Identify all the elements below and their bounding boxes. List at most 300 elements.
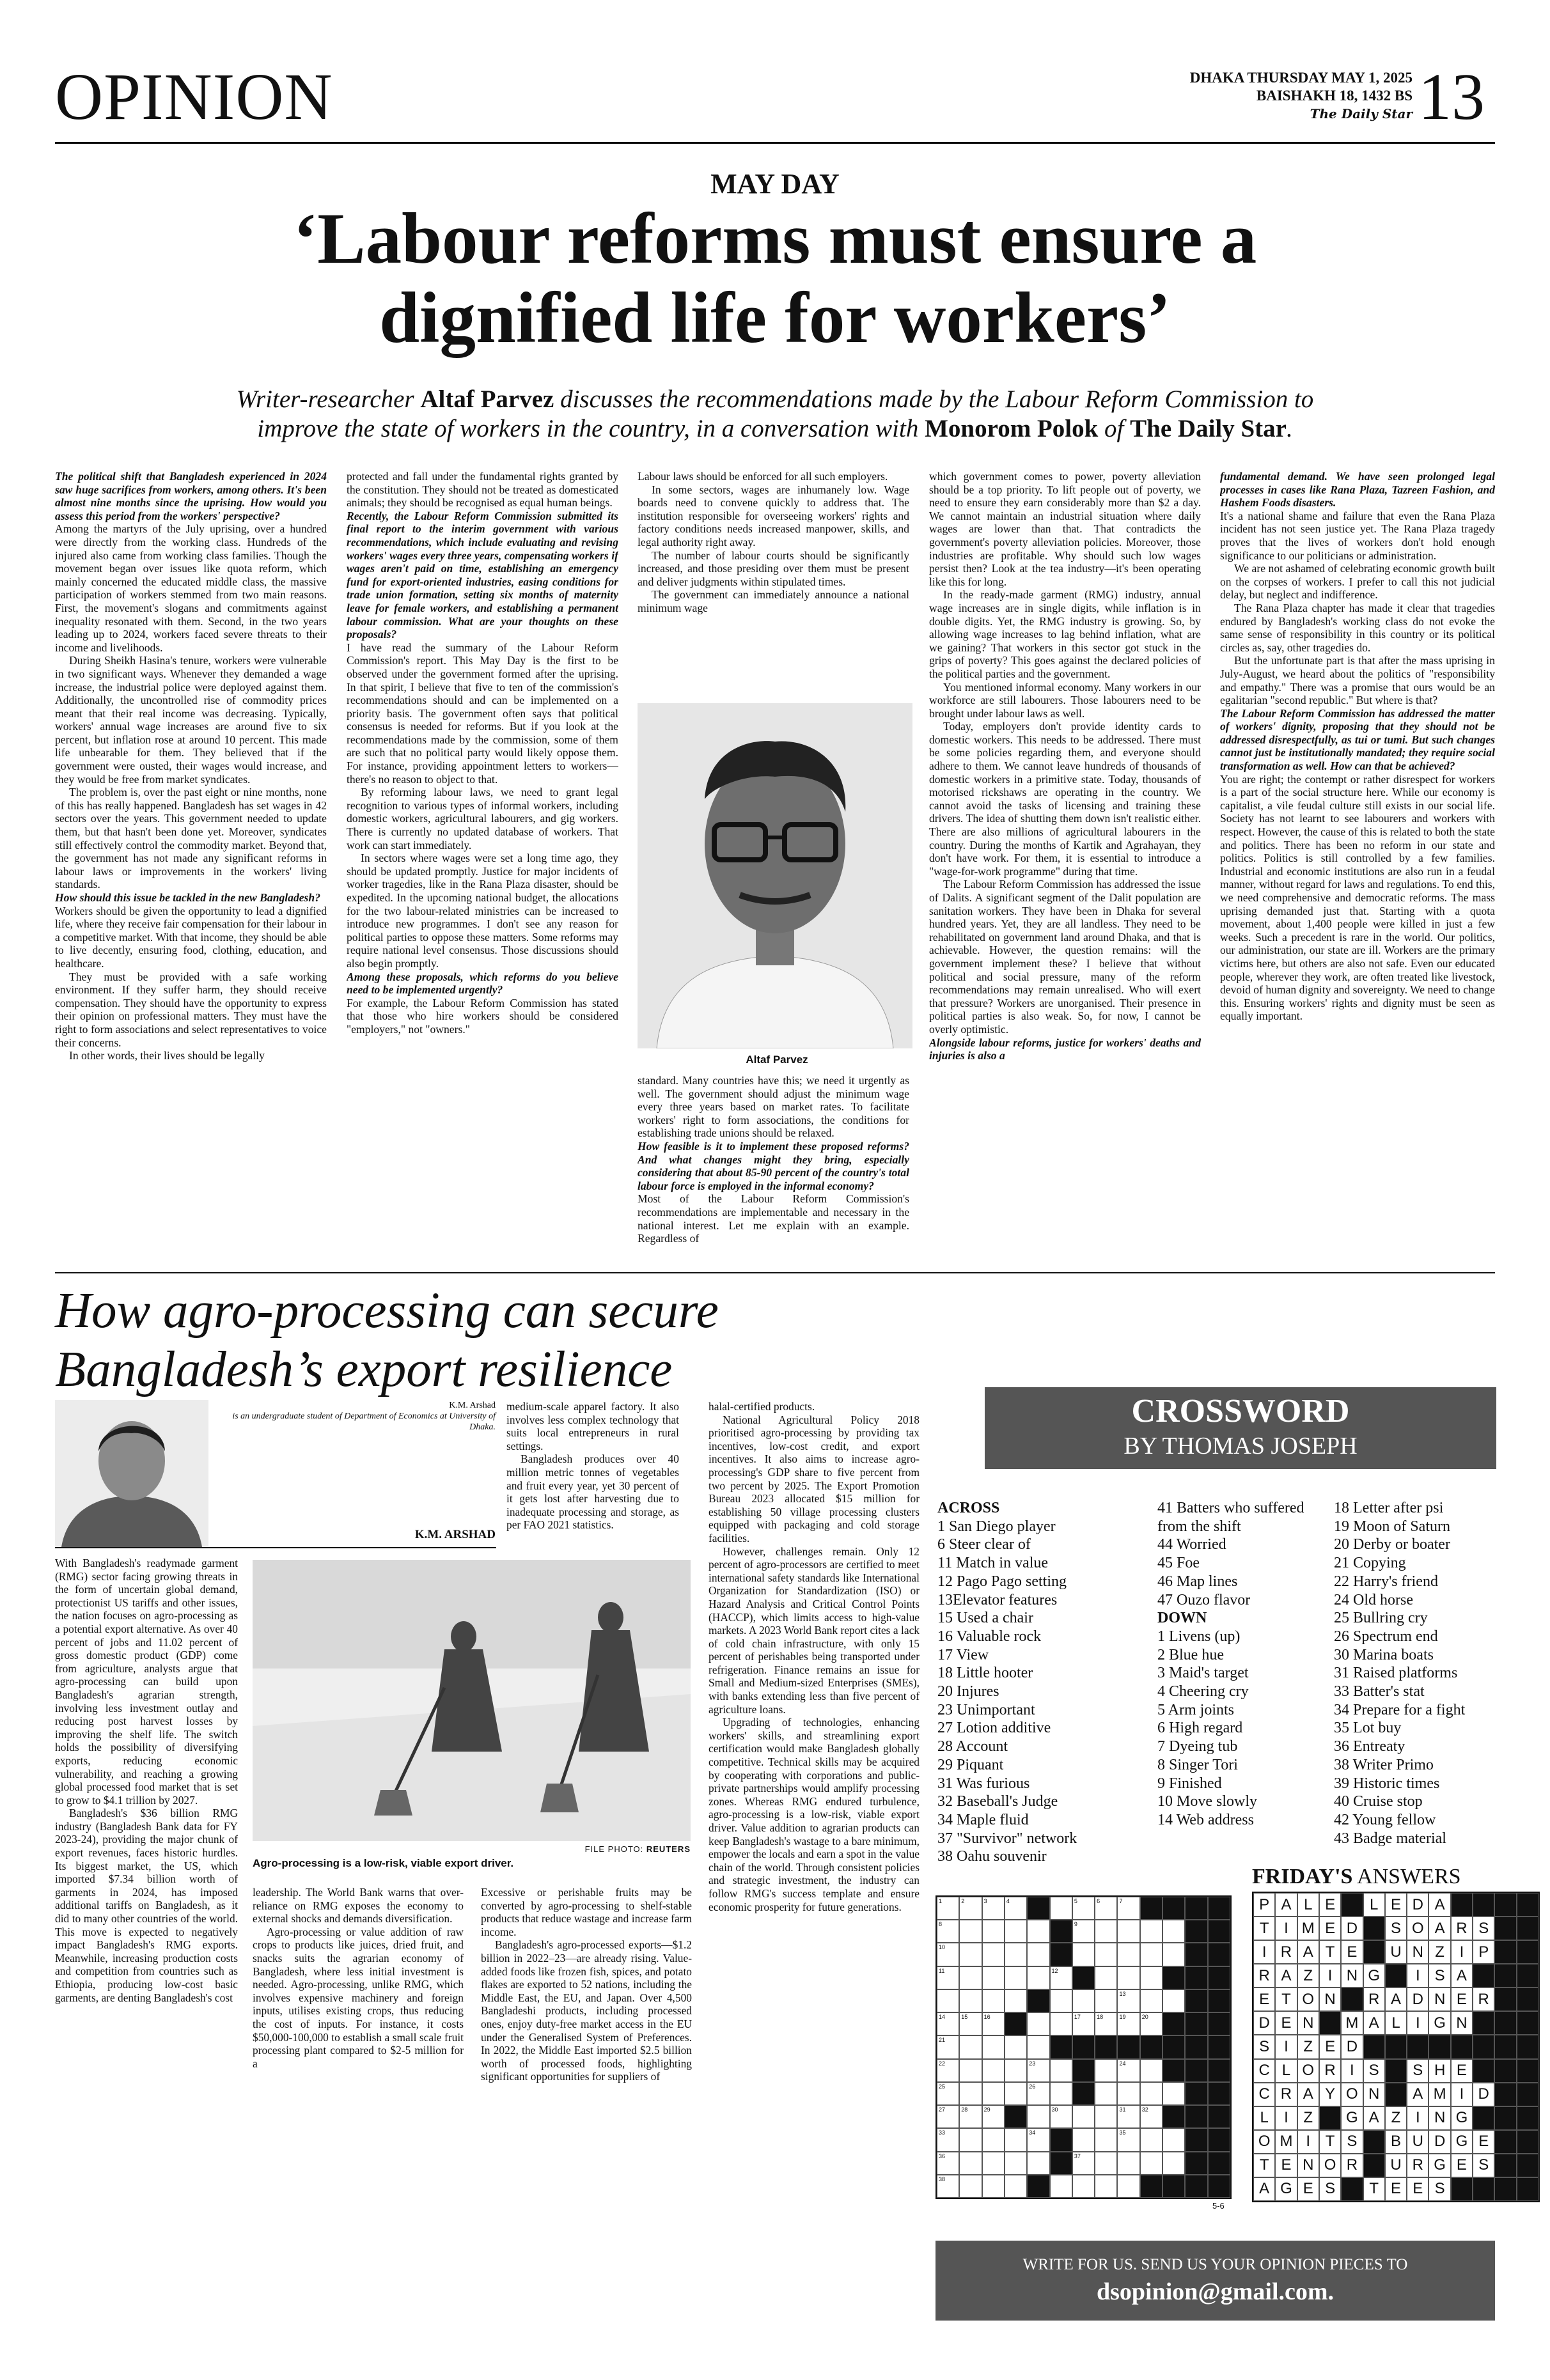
grid-cell xyxy=(1208,2152,1230,2175)
answer-cell: N xyxy=(1363,2083,1385,2106)
body-paragraph: Labour laws should be enforced for all such employers. xyxy=(638,470,888,483)
grid-cell[interactable] xyxy=(1027,1920,1049,1943)
answer-cell: E xyxy=(1275,2011,1297,2035)
portrait-illustration xyxy=(638,703,912,1048)
grid-cell[interactable] xyxy=(1095,2152,1117,2175)
grid-number: 6 xyxy=(1097,1898,1100,1904)
grid-cell xyxy=(1117,2035,1139,2058)
grid-cell[interactable] xyxy=(1117,1943,1139,1966)
grid-cell[interactable] xyxy=(1005,1920,1027,1943)
grid-cell xyxy=(1027,2175,1049,2198)
grid-cell xyxy=(1185,2175,1207,2198)
grid-number: 34 xyxy=(1029,2129,1036,2136)
body-paragraph: In the ready-made garment (RMG) industry, annual wage increases are in single digits, while inflation is in double digits. Yet, the RMG industry is growing. So, by allowing wage increases to lag behind inflation, what are we gaining? That workers in this sector got stuck in the grips of poverty? This goes against the declared policies of the political parties and the government. xyxy=(929,588,1201,680)
answers-title-bold: FRIDAY'S xyxy=(1252,1865,1353,1888)
grid-number: 3 xyxy=(983,1898,987,1904)
grid-cell[interactable] xyxy=(959,2012,982,2035)
answer-cell: P xyxy=(1253,1893,1275,1917)
grid-cell[interactable] xyxy=(1072,2128,1095,2151)
grid-cell[interactable] xyxy=(1140,1966,1162,1989)
grid-number: 23 xyxy=(1029,2060,1036,2067)
answer-cell: G xyxy=(1451,2106,1473,2130)
crossword-clue: 15 Used a chair xyxy=(937,1610,1033,1627)
crossword-clue: 16 Valuable rock xyxy=(937,1628,1042,1645)
author-bio: is an undergraduate student of Department of Economics at University of Dhaka. xyxy=(232,1412,496,1432)
grid-cell xyxy=(1005,2105,1027,2128)
answer-cell xyxy=(1451,2177,1473,2201)
grid-cell[interactable] xyxy=(982,2059,1005,2082)
answer-cell xyxy=(1517,1964,1538,1987)
answer-cell: S xyxy=(1253,2035,1275,2058)
answer-cell: T xyxy=(1319,1940,1341,1964)
grid-cell[interactable] xyxy=(1050,2105,1072,2128)
answer-cell xyxy=(1451,1893,1473,1917)
answer-cell: D xyxy=(1429,2130,1450,2154)
grid-cell[interactable] xyxy=(982,1943,1005,1966)
grid-cell[interactable] xyxy=(1027,2152,1049,2175)
grid-number: 4 xyxy=(1006,1898,1010,1904)
bangla-date: BAISHAKH 18, 1432 BS xyxy=(1256,88,1413,104)
body-paragraph: Bangladesh produces over 40 million metric tonnes of vegetables and fruit every year, yet 30 percent of it gets lost after harvesting due to inadequate processing and storage, as per FAO 2021 statistics. xyxy=(506,1452,679,1532)
grid-cell[interactable] xyxy=(959,2059,982,2082)
opinion-email[interactable]: dsopinion@gmail.com. xyxy=(1096,2278,1335,2305)
grid-cell[interactable] xyxy=(1095,2175,1117,2198)
body-paragraph: medium-scale apparel factory. It also involves less complex technology that suits local entrepreneurs in rural settings. xyxy=(506,1400,679,1452)
answer-cell: I xyxy=(1319,1964,1341,1987)
grid-cell[interactable] xyxy=(959,2082,982,2105)
grid-cell[interactable] xyxy=(1140,1943,1162,1966)
grid-cell[interactable] xyxy=(982,2175,1005,2198)
grid-number: 25 xyxy=(939,2083,946,2090)
question-paragraph: Alongside labour reforms, justice for workers' deaths and injuries is also a xyxy=(929,1036,1201,1062)
answers-title-rest: ANSWERS xyxy=(1352,1865,1461,1888)
agro-col-d xyxy=(708,1400,920,2321)
grid-cell[interactable] xyxy=(959,1966,982,1989)
answer-cell: E xyxy=(1407,2177,1429,2201)
standfirst-line2: improve the state of workers in the country, in a conversation with xyxy=(257,415,925,442)
grid-cell xyxy=(1208,1897,1230,1920)
grid-cell xyxy=(1140,1897,1162,1920)
grid-cell[interactable] xyxy=(937,1966,959,1989)
body-paragraph: With Bangladesh's readymade garment (RMG) sector facing growing threats in the form of uncertain global demand, protectionist US tariffs and other issues, the nation focuses on agro-processing as a potential export alternative. As over 40 percent of jobs and 11.02 percent of gross domestic product (GDP) come from agriculture, analysts argue that agro-processing can build upon Bangladesh's agrarian strength, involving less investment outlay and reducing post harvest losses by improving the shelf life. The switch holds the possibility of diversifying exports, reducing economic vulnerability, and reaching a growing global processed food market that is set to grow to $4.1 trillion by 2027. xyxy=(55,1557,238,1807)
across-clues xyxy=(937,1499,1136,1866)
grid-cell[interactable] xyxy=(1095,2105,1117,2128)
crossword-clue: 28 Account xyxy=(937,1738,1008,1755)
body-paragraph: National Agricultural Policy 2018 prioritised agro-processing by providing tax incentives, low-cost credit, and export incentives. It also aims to increase agro-processing's GDP share to five percent from two percent by 2025. The Export Promotion Bureau 2023 allocated $15 million for establishing 50 village processing clusters equipped with packaging and cold storage facilities. xyxy=(708,1413,920,1544)
grid-cell[interactable] xyxy=(1005,2082,1027,2105)
answer-cell xyxy=(1473,1964,1494,1987)
grid-cell[interactable] xyxy=(1117,2082,1139,2105)
crossword-clue: 2 Blue hue xyxy=(1157,1646,1224,1663)
grid-cell[interactable] xyxy=(982,2082,1005,2105)
grid-cell[interactable] xyxy=(1162,2152,1185,2175)
grid-number: 10 xyxy=(939,1944,946,1951)
grid-number: 35 xyxy=(1119,2129,1126,2136)
answer-cell: G xyxy=(1429,2154,1450,2177)
grid-cell[interactable] xyxy=(1095,1920,1117,1943)
crossword-byline: BY THOMAS JOSEPH xyxy=(1123,1433,1358,1459)
grid-number: 11 xyxy=(939,1967,945,1974)
grid-cell[interactable] xyxy=(1072,1989,1095,2012)
grid-cell[interactable] xyxy=(982,2152,1005,2175)
body-paragraph: However, challenges remain. Only 12 percent of agro-processors are certified to meet international safety standards like International Organization for Standardization (ISO) or Hazard Analysis and Critical Control Points (HACCP), which limits access to high-value markets. A 2023 World Bank report cites a lack of cold chain infrastructure, with only 15 percent of perishables being transported under refrigeration. Finance remains an issue for Small and Medium-sized Enterprises (SMEs), with banks extending less than five percent of agriculture loans. xyxy=(708,1544,920,1716)
crossword-clue: 4 Cheering cry xyxy=(1157,1683,1249,1700)
grid-cell[interactable] xyxy=(1072,1897,1095,1920)
answer-cell xyxy=(1517,2154,1538,2177)
answer-cell: E xyxy=(1451,2154,1473,2177)
answer-cell: U xyxy=(1385,1940,1407,1964)
grid-cell[interactable] xyxy=(1140,1989,1162,2012)
crossword-clue: 38 Oahu souvenir xyxy=(937,1848,1047,1865)
grid-cell[interactable] xyxy=(959,2128,982,2151)
grid-cell[interactable] xyxy=(982,1897,1005,1920)
answer-cell xyxy=(1494,2106,1516,2130)
grid-cell[interactable] xyxy=(1140,2012,1162,2035)
grid-cell[interactable] xyxy=(937,1920,959,1943)
crossword-clue: 29 Piquant xyxy=(937,1756,1004,1773)
grid-cell[interactable] xyxy=(982,2035,1005,2058)
answer-cell: N xyxy=(1407,1940,1429,1964)
grid-cell[interactable] xyxy=(937,2012,959,2035)
grid-cell[interactable] xyxy=(1162,1943,1185,1966)
crossword-clue: 13Elevator features xyxy=(937,1591,1058,1608)
grid-cell xyxy=(1185,1920,1207,1943)
body-paragraph: leadership. The World Bank warns that over-reliance on RMG exposes the economy to external shocks and demands diversification. xyxy=(253,1886,464,1925)
crossword-clue: 12 Pago Pago setting xyxy=(937,1573,1067,1590)
grid-cell xyxy=(1208,2128,1230,2151)
grid-cell[interactable] xyxy=(1072,1920,1095,1943)
grid-cell xyxy=(1162,2012,1185,2035)
crossword-clue: 1 Livens (up) xyxy=(1157,1628,1241,1645)
grid-cell xyxy=(1185,1943,1207,1966)
grid-cell[interactable] xyxy=(1140,2082,1162,2105)
mid-rule xyxy=(55,1272,1495,1273)
grid-number: 12 xyxy=(1051,1967,1058,1974)
grid-cell[interactable] xyxy=(959,2175,982,2198)
grid-cell[interactable] xyxy=(1005,2128,1027,2151)
answer-cell xyxy=(1494,1917,1516,1940)
grid-cell xyxy=(1185,2105,1207,2128)
grid-number: 28 xyxy=(961,2106,968,2113)
answer-cell xyxy=(1473,2177,1494,2201)
crossword-clue: 10 Move slowly xyxy=(1157,1793,1257,1810)
question-paragraph: How feasible is it to implement these proposed reforms? And what changes might they bring, especially considering that about 85-90 percent of the country's total labour force is employed in the informal economy? xyxy=(638,1139,909,1192)
body-paragraph: Bangladesh's $36 billion RMG industry (Bangladesh Bank data for FY 2023-24), providing the major chunk of export revenues, faces historic hurdles. Its biggest market, the US, which imported $7.34 billion worth of garments in 2024, has imposed additional tariffs on Bangladesh, as it did to many other countries of the world. This move is expected to negatively impact Bangladesh's RMG exports. Meanwhile, increasing production costs and competition from countries such as Ethiopia, producing low-cost basic garments, are denting Bangladesh's cost xyxy=(55,1807,238,2004)
grid-cell[interactable] xyxy=(937,1897,959,1920)
grid-number: 2 xyxy=(961,1898,965,1904)
grid-cell[interactable] xyxy=(1005,1897,1027,1920)
body-paragraph: You mentioned informal economy. Many workers in our workforce are still labourers. Those labourers need to be brought under labour laws as well. xyxy=(929,680,1201,720)
grid-cell[interactable] xyxy=(1095,1897,1117,1920)
standfirst-name: Altaf Parvez xyxy=(420,385,554,413)
body-paragraph: The Labour Reform Commission has addressed the issue of Dalits. A significant segment of the Dalit population are sanitation workers. They have been in Dhaka for several hundred years. Yet, they are all landless. They need to be rehabilitated on government land around Dhaka, and that is achievable. However, the question remains: will the government implement these? I believe that without political and social pressure, many of the reform recommendations may remain unrealised. Who will exert that pressure? Workers are unorganised. Their presence in political parties is also weak. So, for now, I cannot be overly optimistic. xyxy=(929,878,1201,1036)
grid-cell[interactable] xyxy=(1005,1966,1027,1989)
grid-cell[interactable] xyxy=(959,2152,982,2175)
answer-cell: E xyxy=(1253,1987,1275,2011)
answer-cell: D xyxy=(1341,2035,1363,2058)
answer-cell xyxy=(1517,1940,1538,1964)
answer-cell: A xyxy=(1275,1964,1297,1987)
grid-number: 5 xyxy=(1074,1898,1077,1904)
agro-headline-line-2: Bangladesh’s export resilience xyxy=(55,1342,673,1397)
answer-cell xyxy=(1363,2130,1385,2154)
grid-number: 26 xyxy=(1029,2083,1036,2090)
crossword-banner xyxy=(985,1387,1496,1469)
grid-cell[interactable] xyxy=(1027,2012,1049,2035)
grid-cell[interactable] xyxy=(1050,2175,1072,2198)
grid-cell[interactable] xyxy=(982,2128,1005,2151)
grid-cell[interactable] xyxy=(1117,2059,1139,2082)
grid-cell xyxy=(1162,2059,1185,2082)
workers-drying-illustration xyxy=(253,1560,691,1841)
answer-cell: A xyxy=(1297,2083,1319,2106)
grid-cell[interactable] xyxy=(959,1989,982,2012)
grid-cell[interactable] xyxy=(937,1989,959,2012)
crossword-clue: 11 Match in value xyxy=(937,1555,1049,1572)
grid-cell[interactable] xyxy=(1117,2152,1139,2175)
grid-number: 20 xyxy=(1141,2014,1148,2021)
crossword-clue: 27 Lotion additive xyxy=(937,1720,1051,1737)
crossword-grid[interactable] xyxy=(935,1895,1232,2199)
answer-cell: A xyxy=(1429,1893,1450,1917)
grid-cell[interactable] xyxy=(1072,2152,1095,2175)
grid-cell[interactable] xyxy=(1117,2105,1139,2128)
answer-cell: E xyxy=(1451,2059,1473,2083)
answers-grid xyxy=(1252,1892,1540,2202)
body-paragraph: In other words, their lives should be legally xyxy=(69,1049,265,1062)
grid-cell xyxy=(1185,2035,1207,2058)
grid-number: 32 xyxy=(1141,2106,1148,2113)
grid-cell xyxy=(1185,1989,1207,2012)
grid-number: 14 xyxy=(939,2014,946,2021)
grid-cell xyxy=(1185,2128,1207,2151)
grid-cell[interactable] xyxy=(1027,2035,1049,2058)
grid-cell xyxy=(1208,1943,1230,1966)
grid-cell[interactable] xyxy=(937,1943,959,1966)
grid-cell[interactable] xyxy=(1072,2012,1095,2035)
header-rule xyxy=(55,142,1495,144)
answer-cell: T xyxy=(1363,2177,1385,2201)
body-paragraph: The problem is, over the past eight or nine months, none of this has really happened. Bangladesh has set wages in 42 sectors over the years. This government needed to update them, but that hasn't been done yet. Moreover, syndicates still effectively control the commodity market. Beyond that, the government has not made any significant reforms in labour laws or improvements in the workers' living standards. xyxy=(55,786,327,891)
grid-cell[interactable] xyxy=(959,1920,982,1943)
grid-cell[interactable] xyxy=(1005,2035,1027,2058)
agro-col-b-bottom xyxy=(253,1886,464,2321)
grid-cell[interactable] xyxy=(1027,1943,1049,1966)
question-paragraph: Among these proposals, which reforms do you believe need to be implemented urgently? xyxy=(347,970,618,997)
body-paragraph: By reforming labour laws, we need to grant legal recognition to various types of informal workers, including domestic workers, agricultural labourers, and gig workers. There is currently no updated database of workers. That work can start immediately. xyxy=(347,786,618,852)
grid-cell[interactable] xyxy=(1095,1943,1117,1966)
grid-cell xyxy=(1208,2035,1230,2058)
grid-cell[interactable] xyxy=(1027,2059,1049,2082)
answer-cell xyxy=(1494,2083,1516,2106)
answers-title xyxy=(1252,1865,1461,1889)
grid-number: 19 xyxy=(1119,2014,1126,2021)
grid-cell[interactable] xyxy=(1117,2175,1139,2198)
grid-cell[interactable] xyxy=(1027,2128,1049,2151)
grid-cell[interactable] xyxy=(937,2035,959,2058)
grid-number: 27 xyxy=(939,2106,946,2113)
author-illustration xyxy=(55,1400,208,1547)
answer-cell: N xyxy=(1341,1964,1363,1987)
grid-cell[interactable] xyxy=(1050,2082,1072,2105)
grid-cell[interactable] xyxy=(1072,2175,1095,2198)
grid-cell xyxy=(1005,2012,1027,2035)
photo-credit xyxy=(572,1844,691,1854)
answer-cell xyxy=(1517,2106,1538,2130)
write-for-us-text: WRITE FOR US. SEND US YOUR OPINION PIECES TO xyxy=(1022,2256,1408,2273)
answer-cell: C xyxy=(1253,2083,1275,2106)
answer-cell: P xyxy=(1473,1940,1494,1964)
grid-cell[interactable] xyxy=(1117,1966,1139,1989)
grid-cell[interactable] xyxy=(1140,2152,1162,2175)
grid-cell[interactable] xyxy=(1027,1966,1049,1989)
grid-cell xyxy=(1050,2128,1072,2151)
answer-cell: I xyxy=(1407,1964,1429,1987)
answer-cell: N xyxy=(1451,2011,1473,2035)
grid-cell[interactable] xyxy=(959,1943,982,1966)
answer-cell: O xyxy=(1297,1987,1319,2011)
crossword-clue: 9 Finished xyxy=(1157,1775,1222,1792)
grid-cell[interactable] xyxy=(1005,2175,1027,2198)
grid-cell[interactable] xyxy=(937,2152,959,2175)
grid-cell[interactable] xyxy=(1117,1897,1139,1920)
answer-cell: G xyxy=(1451,2130,1473,2154)
grid-cell xyxy=(1185,1897,1207,1920)
answer-cell: N xyxy=(1429,2106,1450,2130)
crossword-clue: 30 Marina boats xyxy=(1334,1646,1434,1663)
grid-cell[interactable] xyxy=(1117,1920,1139,1943)
grid-cell[interactable] xyxy=(937,2105,959,2128)
author-byline xyxy=(211,1400,496,1433)
answer-cell: E xyxy=(1319,2035,1341,2058)
grid-cell[interactable] xyxy=(1162,1989,1185,2012)
grid-cell[interactable] xyxy=(1140,2059,1162,2082)
grid-cell[interactable] xyxy=(1140,1920,1162,1943)
grid-number: 8 xyxy=(939,1921,943,1928)
standfirst-pre: Writer-researcher xyxy=(236,385,421,413)
answer-cell: E xyxy=(1275,2154,1297,2177)
grid-cell[interactable] xyxy=(937,2128,959,2151)
grid-cell[interactable] xyxy=(1050,2012,1072,2035)
grid-cell[interactable] xyxy=(1095,2012,1117,2035)
across-label: ACROSS xyxy=(937,1500,1000,1516)
answer-cell: Z xyxy=(1429,1940,1450,1964)
answer-cell: I xyxy=(1451,2083,1473,2106)
grid-cell[interactable] xyxy=(1050,1897,1072,1920)
grid-cell[interactable] xyxy=(959,2035,982,2058)
grid-cell[interactable] xyxy=(1095,1989,1117,2012)
answer-cell: C xyxy=(1253,2059,1275,2083)
answer-cell: L xyxy=(1297,1893,1319,1917)
photo-credit-source: REUTERS xyxy=(646,1844,691,1854)
agro-photo xyxy=(253,1560,691,1841)
grid-cell[interactable] xyxy=(1072,1943,1095,1966)
answer-cell xyxy=(1473,2011,1494,2035)
answer-cell: I xyxy=(1451,1940,1473,1964)
grid-cell[interactable] xyxy=(982,2012,1005,2035)
grid-cell[interactable] xyxy=(982,1966,1005,1989)
body-paragraph: which government comes to power, poverty alleviation should be a top priority. To lift people out of poverty, we need to ensure they earn considerably more than $2 a day. We cannot maintain an industrial situation where daily wages are lower than that. That contradicts the government's poverty alleviation policies. Moreover, those industries are profitable. Why should such low wages persist then? Look at the tea industry—it's been operating like this for long. xyxy=(929,470,1201,588)
grid-cell[interactable] xyxy=(937,2082,959,2105)
grid-cell[interactable] xyxy=(1027,2082,1049,2105)
grid-cell[interactable] xyxy=(1005,1989,1027,2012)
grid-cell[interactable] xyxy=(1095,1966,1117,1989)
write-for-us-box xyxy=(935,2241,1495,2321)
grid-cell[interactable] xyxy=(1072,2105,1095,2128)
answer-cell xyxy=(1363,1940,1385,1964)
grid-cell[interactable] xyxy=(1027,2105,1049,2128)
answer-cell: L xyxy=(1275,2059,1297,2083)
answer-cell: S xyxy=(1341,2130,1363,2154)
answer-cell: N xyxy=(1319,1987,1341,2011)
crossword-clue: 34 Maple fluid xyxy=(937,1811,1029,1828)
answer-cell: R xyxy=(1253,1964,1275,1987)
grid-cell[interactable] xyxy=(1117,2012,1139,2035)
grid-cell[interactable] xyxy=(1162,2128,1185,2151)
grid-cell[interactable] xyxy=(1140,2128,1162,2151)
grid-cell[interactable] xyxy=(1005,1943,1027,1966)
answer-cell: A xyxy=(1451,1964,1473,1987)
grid-cell[interactable] xyxy=(1095,2128,1117,2151)
grid-cell[interactable] xyxy=(937,2175,959,2198)
grid-cell[interactable] xyxy=(1050,1989,1072,2012)
standfirst xyxy=(0,385,1550,444)
grid-cell[interactable] xyxy=(1117,1989,1139,2012)
crossword-clue: 18 Letter after psi xyxy=(1334,1500,1444,1516)
grid-cell[interactable] xyxy=(1095,2082,1117,2105)
answer-cell: E xyxy=(1385,1893,1407,1917)
agro-headline xyxy=(55,1282,950,1399)
answer-cell: D xyxy=(1407,1987,1429,2011)
crossword-clue: 5 Arm joints xyxy=(1157,1701,1235,1718)
answer-cell: U xyxy=(1407,2130,1429,2154)
grid-cell[interactable] xyxy=(982,1989,1005,2012)
answer-cell: R xyxy=(1407,2154,1429,2177)
grid-cell[interactable] xyxy=(959,1897,982,1920)
grid-cell[interactable] xyxy=(1005,2152,1027,2175)
down-label: DOWN xyxy=(1157,1610,1207,1627)
answer-cell: I xyxy=(1275,1917,1297,1940)
answer-cell: D xyxy=(1341,1917,1363,1940)
grid-cell[interactable] xyxy=(1117,2128,1139,2151)
answer-cell: R xyxy=(1319,2059,1341,2083)
question-paragraph: fundamental demand. We have seen prolonged legal processes in cases like Rana Plaza, Tazreen Fashion, and Hashem Foods disasters. xyxy=(1220,470,1495,509)
answer-cell: G xyxy=(1275,2177,1297,2201)
grid-cell[interactable] xyxy=(959,2105,982,2128)
grid-cell[interactable] xyxy=(1162,1920,1185,1943)
grid-cell[interactable] xyxy=(1162,2082,1185,2105)
crossword-clue: 46 Map lines xyxy=(1157,1573,1238,1590)
grid-cell[interactable] xyxy=(982,2105,1005,2128)
agro-col-c-bottom xyxy=(481,1886,692,2321)
grid-number: 37 xyxy=(1074,2152,1081,2159)
grid-cell[interactable] xyxy=(1050,2059,1072,2082)
grid-cell xyxy=(1072,2082,1095,2105)
grid-cell[interactable] xyxy=(982,1920,1005,1943)
interview-col-4 xyxy=(929,470,1201,1263)
grid-cell[interactable] xyxy=(937,2059,959,2082)
grid-cell[interactable] xyxy=(1005,2059,1027,2082)
grid-cell[interactable] xyxy=(1095,2059,1117,2082)
grid-cell[interactable] xyxy=(1050,1966,1072,1989)
grid-number: 1 xyxy=(939,1898,943,1904)
crossword-clue: 20 Injures xyxy=(937,1683,999,1700)
grid-number: 7 xyxy=(1119,1898,1123,1904)
answer-cell: H xyxy=(1429,2059,1450,2083)
answer-cell: E xyxy=(1473,2130,1494,2154)
grid-cell xyxy=(1208,1966,1230,1989)
grid-cell[interactable] xyxy=(1140,2105,1162,2128)
